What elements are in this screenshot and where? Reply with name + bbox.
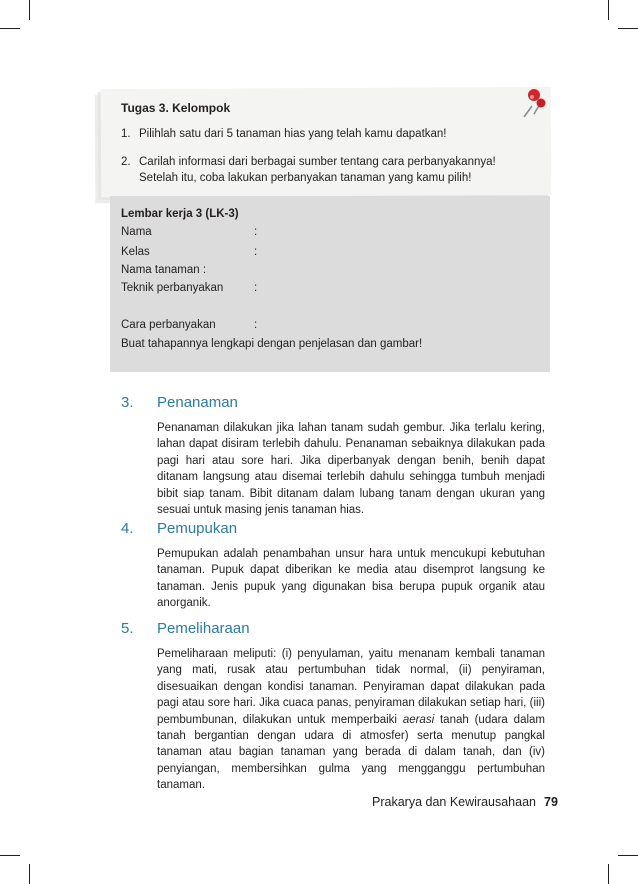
page-number: 79 (544, 795, 558, 809)
worksheet-colon: : (254, 246, 258, 258)
book-title: Prakarya dan Kewirausahaan (372, 795, 536, 809)
page-footer (372, 795, 558, 809)
crop-mark (618, 855, 638, 856)
worksheet-label-nama-tanaman: Nama tanaman : (121, 264, 207, 276)
task-item-continuation: Setelah itu, coba lakukan perbanyakan tanaman yang kamu pilih! (139, 172, 472, 184)
section-title: Pemeliharaan (157, 620, 250, 637)
section-body-pemupukan: Pemupukan adalah penambahan unsur hara untuk mencukupi kebutuhan tanaman. Pupuk dapat diberikan ke media atau disemprot langsung ke tanaman. Jenis pupuk yang digunakan bisa berupa pupuk organik atau anorganik. (157, 548, 545, 610)
worksheet-label-nama: Nama (121, 226, 152, 238)
crop-mark (608, 0, 609, 20)
section-heading-pemeliharaan (121, 620, 250, 637)
worksheet-colon: : (254, 282, 258, 294)
section-title: Pemupukan (157, 520, 238, 537)
worksheet-colon: : (254, 226, 258, 238)
crop-mark (0, 28, 20, 29)
section-body-emphasis: aerasi (402, 713, 435, 726)
section-number: 5. (121, 620, 134, 637)
task-item-text: Carilah informasi dari berbagai sumber tentang cara perbanyakannya! (139, 156, 496, 168)
crop-mark (29, 864, 30, 884)
crop-mark (608, 864, 609, 884)
section-number: 4. (121, 520, 134, 537)
task-title: Tugas 3. Kelompok (121, 101, 231, 115)
task-item-number: 2. (121, 156, 131, 168)
crop-mark (618, 28, 638, 29)
worksheet-label-cara: Cara perbanyakan (121, 319, 216, 331)
task-item-2 (121, 154, 551, 186)
section-body-penanaman: Penanaman dilakukan jika lahan tanam sudah gembur. Jika terlalu kering, lahan dapat disiram terlebih dahulu. Penanaman sebaiknya dilakukan pada pagi hari atau sore hari. Jika diperbanyak dengan benih, benih dapat ditanam langsung atau disemai terlebih dahulu sehingga tumbuh menjadi bibit siap tanam. Bibit ditanam dalam lubang tanam dengan ukuran yang sesuai untuk masing jenis tanaman hias. (157, 422, 545, 517)
section-heading-pemupukan (121, 520, 237, 537)
crop-mark (0, 855, 20, 856)
crop-mark (29, 0, 30, 20)
worksheet-label-teknik: Teknik perbanyakan (121, 282, 224, 294)
task-item-text: Pilihlah satu dari 5 tanaman hias yang telah kamu dapatkan! (139, 128, 447, 140)
section-body-part: tanah (udara dalam tanah bergantian dengan udara di atmosfer) serta menutup pangkal tanaman atau bagian tanaman yang berada di dalam tanah, dan (iv) penyiangan, membersihkan gulma yang mengganggu pertumbuhan tanaman. (157, 713, 545, 792)
worksheet-instruction: Buat tahapannya lengkapi dengan penjelasan dan gambar! (121, 338, 423, 350)
worksheet-colon: : (254, 319, 258, 331)
section-body-part: Pemeliharaan meliputi: (i) penyulaman, yaitu menanam kembali tanaman yang mati, rusak atau pertumbuhan tidak normal, (ii) penyiraman, disesuaikan dengan kondisi tanaman. Penyiraman dapat dilakukan pada pagi atau sore hari. Jika cuaca panas, penyiraman dilakukan setiap hari, (iii) pembumbunan, dilakukan untuk memperbaiki (157, 648, 545, 726)
push-pin-icon (512, 84, 552, 124)
section-body-pemeliharaan (157, 646, 545, 794)
section-title: Penanaman (157, 394, 238, 411)
task-item-1 (121, 126, 551, 142)
worksheet-label-kelas: Kelas (121, 246, 150, 258)
worksheet-title: Lembar kerja 3 (LK-3) (121, 208, 239, 220)
task-item-number: 1. (121, 128, 131, 140)
section-number: 3. (121, 394, 134, 411)
section-heading-penanaman (121, 394, 238, 411)
